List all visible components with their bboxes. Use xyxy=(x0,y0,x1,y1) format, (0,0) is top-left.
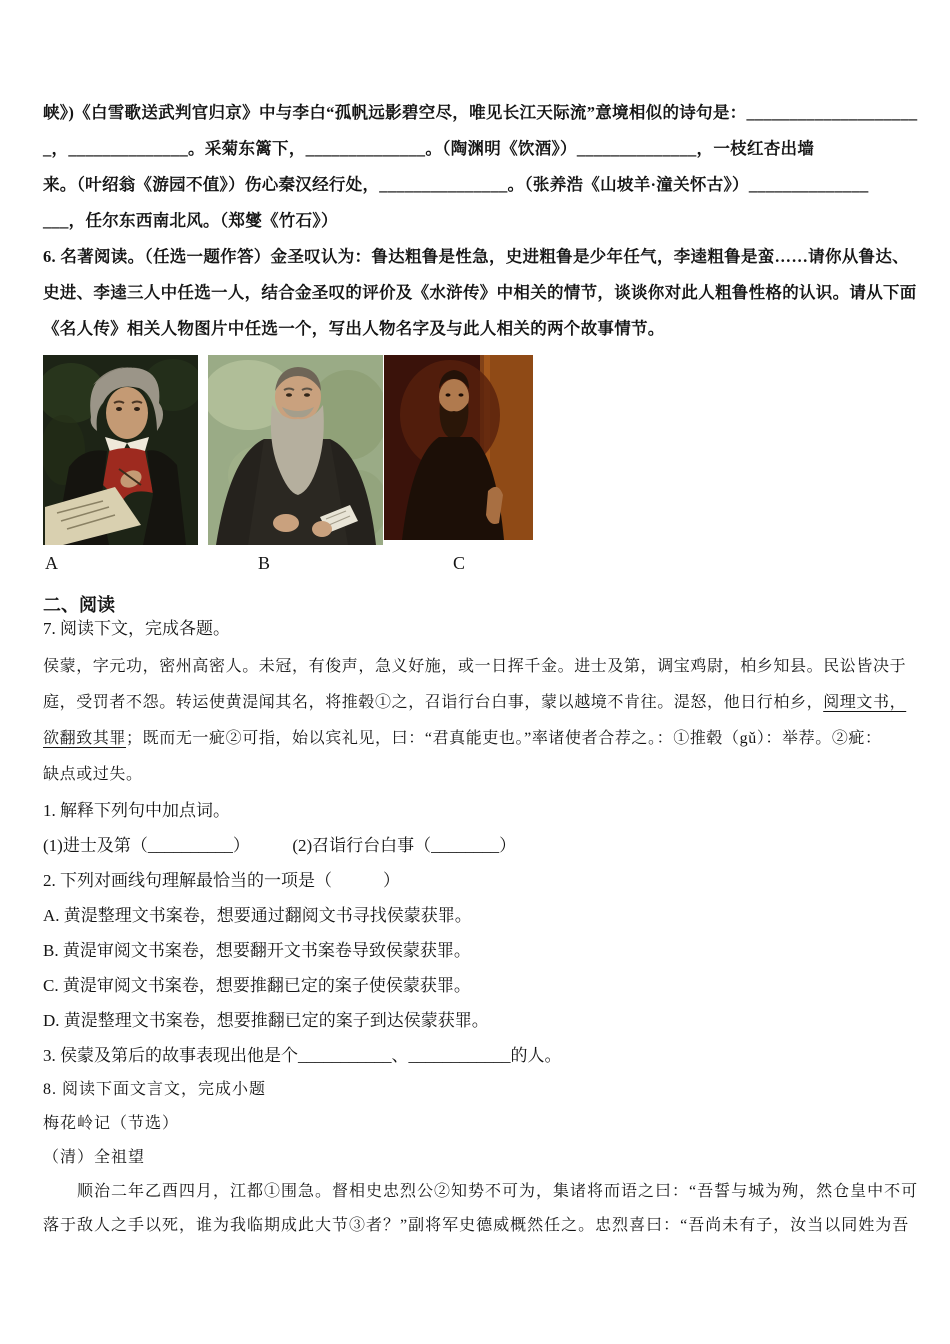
q8-passage-line-2: 落于敌人之手以死，谁为我临期成此大节③者？”副将军史德威概然任之。忠烈喜曰：“吾尚未有子，汝当以同姓为吾 xyxy=(43,1217,910,1234)
q7-sub3: 3. 侯蒙及第后的故事表现出他是个___________、____________的人。 xyxy=(43,1046,562,1065)
q7-passage-line-4: 缺点或过失。 xyxy=(43,766,143,783)
question-7-intro: 7. 阅读下文，完成各题。 xyxy=(43,619,230,638)
q7-option-b: B. 黄湜审阅文书案卷，想要翻开文书案卷导致侯蒙获罪。 xyxy=(43,941,471,960)
portrait-tolstoy-image xyxy=(208,355,383,545)
section-2-header: 二、阅读 xyxy=(43,595,115,615)
q7-option-c: C. 黄湜审阅文书案卷，想要推翻已定的案子使侯蒙获罪。 xyxy=(43,976,471,995)
question-8 xyxy=(43,1073,919,1243)
question-6 xyxy=(43,239,917,347)
q7-passage-line-2-text: 庭，受罚者不怨。转运使黄湜闻其名，将推毂①之，召诣行台白事，蒙以越境不肯往。湜怒，他日行柏乡， xyxy=(43,694,824,711)
portrait-label-b: B xyxy=(258,553,271,573)
question-6-line-3: 《名人传》相关人物图片中任选一个，写出人物名字及与此人相关的两个故事情节。 xyxy=(43,319,665,338)
q8-passage-line-1: 顺治二年乙酉四月，江都①围急。督相史忠烈公②知势不可为，集诸将而语之曰：“吾誓与城为殉，然仓皇中不可 xyxy=(43,1183,919,1200)
q7-passage-line-3 xyxy=(43,721,906,757)
portrait-label-a: A xyxy=(45,553,58,573)
q7-underlined-phrase-end: 欲翻致其罪 xyxy=(43,730,127,747)
q8-passage-title: 梅花岭记（节选） xyxy=(43,1115,180,1132)
image-gap xyxy=(198,355,208,545)
question-6-line-2: 史进、李逵三人中任选一人，结合金圣叹的评价及《水浒传》中相关的情节，谈谈你对此人粗鲁性格的认识。请从下面 xyxy=(43,283,917,302)
poetry-line-4: ___，任尔东西南北风。（郑燮《竹石》） xyxy=(43,211,338,230)
portrait-label-c: C xyxy=(453,553,466,573)
poetry-line-3: 来。（叶绍翁《游园不值》）伤心秦汉经行处，_______________。（张养浩《山坡羊·潼关怀古》）______________ xyxy=(43,175,869,194)
q7-sub2: 2. 下列对画线句理解最恰当的一项是（ ） xyxy=(43,871,400,890)
q8-passage-author: （清）全祖望 xyxy=(43,1149,146,1166)
q7-subquestions xyxy=(43,793,906,1073)
q7-option-d: D. 黄湜整理文书案卷，想要推翻已定的案子到达侯蒙获罪。 xyxy=(43,1011,489,1030)
q7-passage-line-1: 侯蒙，字元功，密州高密人。未冠，有俊声，急义好施，或一日挥千金。进士及第，调宝鸡尉，柏乡知县。民讼皆决于 xyxy=(43,658,907,675)
q7-sub1: 1. 解释下列句中加点词。 xyxy=(43,801,230,820)
portrait-beethoven-image xyxy=(43,355,198,545)
q7-passage-line-2 xyxy=(43,685,906,721)
q7-passage-line-3-text: ；既而无一疵②可指，始以宾礼见，曰：“君真能吏也。”率诸使者合荐之。：①推毂（gǔ）：举荐。②疵： xyxy=(126,730,882,747)
poetry-fill-in-section xyxy=(43,95,918,239)
portrait-michelangelo-image xyxy=(384,355,533,540)
q8-intro: 8. 阅读下面文言文，完成小题 xyxy=(43,1081,267,1098)
portrait-row xyxy=(43,355,906,545)
poetry-line-1: 峡》)《白雪歌送武判官归京》中与李白“孤帆远影碧空尽，唯见长江天际流”意境相似的诗句是：____________________ xyxy=(43,103,918,122)
q7-underlined-phrase-start: 阅理文书， xyxy=(823,694,907,711)
portrait-labels xyxy=(43,553,906,575)
q7-sub1-blanks: (1)进士及第（__________） (2)召诣行台白事（________） xyxy=(43,836,517,855)
q7-passage xyxy=(43,649,906,793)
poetry-line-2: _，______________。采菊东篱下，______________。（陶渊明《饮酒》）______________，一枝红杏出墙 xyxy=(43,139,815,158)
question-6-line-1: 6. 名著阅读。（任选一题作答）金圣叹认为：鲁达粗鲁是性急，史进粗鲁是少年任气，李逵粗鲁是蛮……请你从鲁达、 xyxy=(43,247,909,266)
q7-option-a: A. 黄湜整理文书案卷，想要通过翻阅文书寻找侯蒙获罪。 xyxy=(43,906,472,925)
